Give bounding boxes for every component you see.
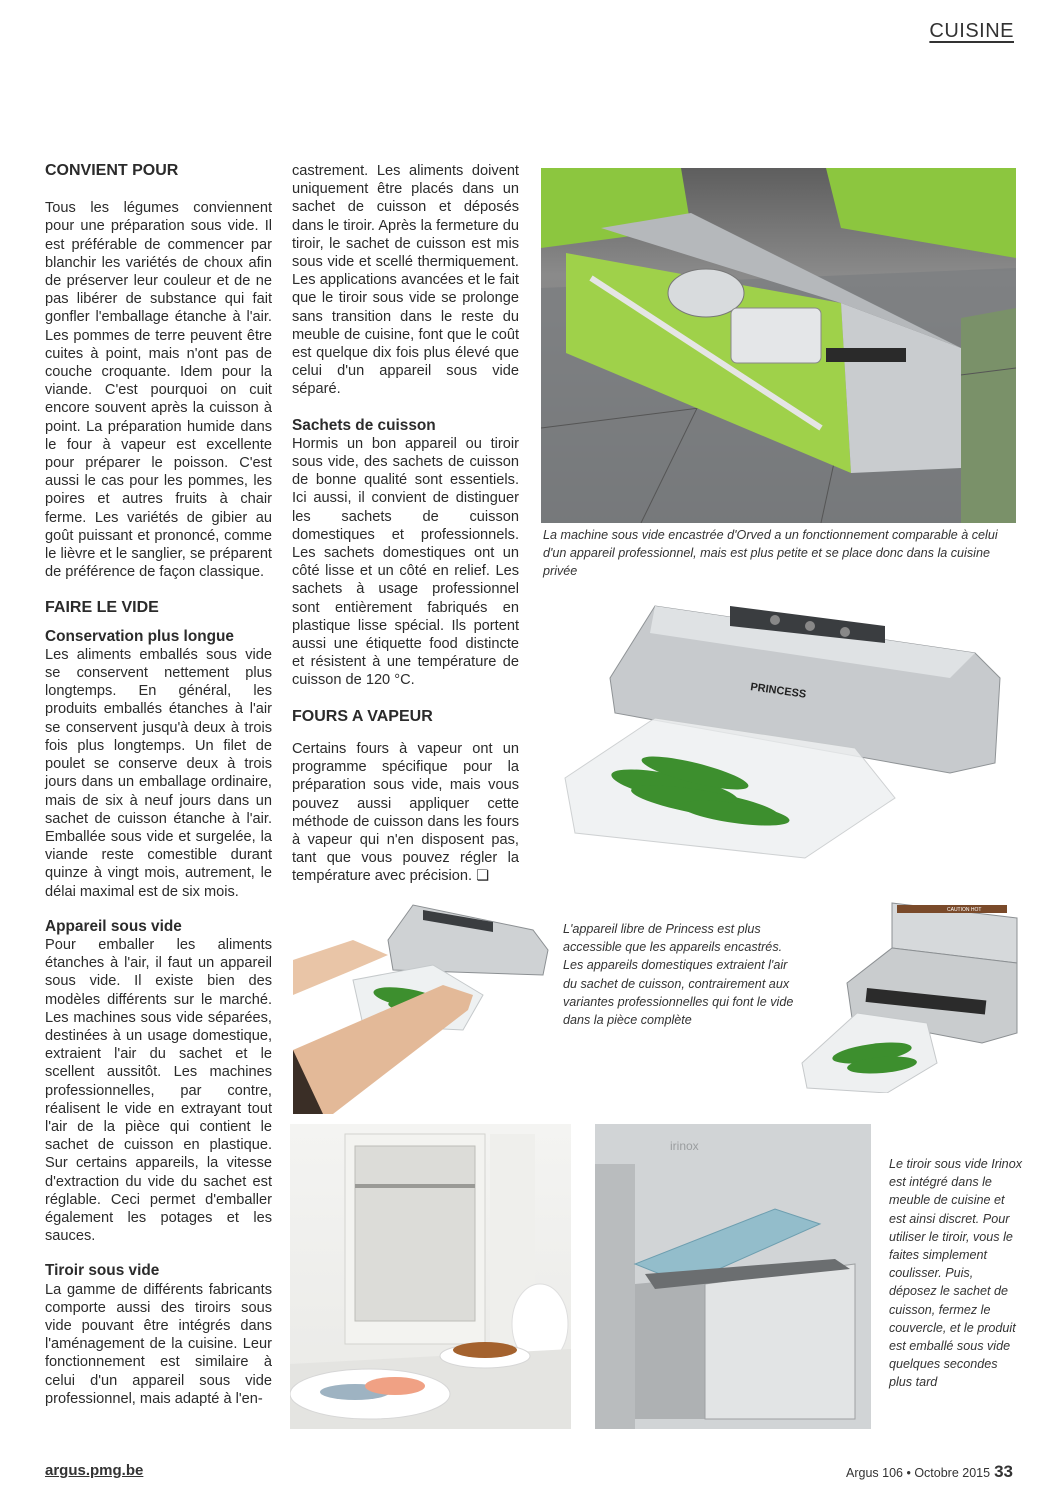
paragraph-appareil: Pour emballer les aliments étanches à l'air, il faut un appareil sous vide. Il existe bien des modèles différents sur le marché. Les machines sous vide séparées, destinées à un usage domestique, extraient l'air du sachet et le scellent aussitôt. Les machines professionnelles, par contre, réalisent le vide en extrayant tout l'air de la pièce qui contient le sachet de cuisson en plastique. Sur certains appareils, la vitesse d'extraction du vide du sachet est réglable. Ceci permet d'emballer également les potages et les sauces. bbox=[45, 936, 272, 1245]
caption-orved: La machine sous vide encastrée d'Orved a un fonctionnement comparable à celui d'un appareil professionnel, mais est plus petite et se place donc dans la cuisine privée bbox=[543, 528, 998, 579]
caption-irinox: Le tiroir sous vide Irinox est intégré dans le meuble de cuisine et est ainsi discret. Pour utiliser le tiroir, vous le faites simplement coulisser. Puis, déposez le sachet de cuisson, fermez le couvercle, et le produit est emballé sous vide quelques secondes plus tard bbox=[889, 1157, 1022, 1390]
heading-fours-a-vapeur: FOURS A VAPEUR bbox=[292, 707, 433, 725]
steam-oven-illustration bbox=[290, 1124, 571, 1429]
paragraph-sachets: Hormis un bon appareil ou tiroir sous vide, des sachets de cuisson de bonne qualité sont essentiels. Ici aussi, il convient de distinguer les sachets de cuisson domestiques et professionnels. Les sachets domestiques ont un côté lisse et un côté en relief. Les sachets à usage professionnel sont entièrement fabriqués en plastique lisse spécial. Ils portent aussi une étiquette food distincte et résistent à une température de cuisson de 120 °C. bbox=[292, 435, 519, 689]
paragraph-conservation: Les aliments emballés sous vide se conservent nettement plus longtemps. En général, les produits emballés étanches à l'air se conservent jusqu'à deux à trois fois plus longtemps. Un filet de poulet se conserve deux à trois jours dans un emballage ordinaire, mais de six à neuf jours dans un sachet de cuisson étanche à l'air. Emballée sous vide et surgelée, la viande reste comestible durant quinze à vingt mois, autrement, le délai maximal est de six mois. bbox=[45, 646, 272, 900]
professional-sealer-illustration bbox=[797, 893, 1019, 1093]
irinox-drawer-illustration bbox=[595, 1124, 871, 1429]
heading-convient-pour: CONVIENT POUR bbox=[45, 162, 179, 179]
subheading-conservation: Conservation plus longue bbox=[45, 627, 234, 645]
heading-faire-le-vide: FAIRE LE VIDE bbox=[45, 599, 159, 617]
issue-label: Argus 106 • Octobre 2015 bbox=[846, 1466, 991, 1480]
caution-label: CAUTION HOT bbox=[947, 907, 982, 913]
orved-drawer-photo bbox=[541, 168, 1016, 523]
page-number: 33 bbox=[994, 1462, 1013, 1481]
text-column-1 bbox=[45, 162, 272, 1408]
paragraph-tiroir: La gamme de différents fabricants comporte aussi des tiroirs sous vide pouvant être intégrés dans l'aménagement de la cuisine. Leur fonctionnement est similaire à celui d'un appareil sous vide professionnel, mais adapté à l'en- bbox=[45, 1281, 272, 1407]
steam-oven-photo bbox=[290, 1124, 571, 1429]
subheading-tiroir: Tiroir sous vide bbox=[45, 1262, 160, 1280]
text-column-2 bbox=[292, 162, 519, 886]
end-mark-icon: ❏ bbox=[476, 868, 490, 885]
orved-drawer-illustration bbox=[541, 168, 1016, 523]
subheading-appareil: Appareil sous vide bbox=[45, 917, 182, 935]
section-label: CUISINE bbox=[929, 20, 1014, 42]
irinox-drawer-photo bbox=[595, 1124, 871, 1429]
subheading-sachets: Sachets de cuisson bbox=[292, 416, 436, 434]
footer-url-link[interactable]: argus.pmg.be bbox=[45, 1462, 144, 1479]
irinox-brand-label: irinox bbox=[670, 1139, 699, 1153]
paragraph-fours: Certains fours à vapeur ont un programme spécifique pour la préparation sous vide, mais vous pouvez aussi appliquer cette méthode de cuisson dans les fours à vapeur qui n'en disposent pas, tant que vous pouvez régler la température avec précision. bbox=[292, 740, 519, 885]
professional-sealer-photo bbox=[797, 893, 1019, 1093]
paragraph-castrement: castrement. Les aliments doivent uniquement être placés dans un sachet de cuisson et déposés dans le tiroir. Après la fermeture du tiroir, le sachet de cuisson est mis sous vide et scellé thermiquement. Les applications avancées et le fait que le tiroir sous vide se prolonge sans transition dans le reste du meuble de cuisine, font que le coût est quelque dix fois plus élevé que celui d'un appareil sous vide séparé. bbox=[292, 163, 519, 398]
footer-issue bbox=[846, 1462, 1013, 1482]
paragraph-convient: Tous les légumes conviennent pour une préparation sous vide. Il est préférable de commencer par blanchir les variétés de choux afin de préserver leur couleur et de ne pas libérer de substance qui fait gonfler l'emballage étanche à l'air. Les pommes de terre peuvent être cuites à point, mais n'ont pas de couche croquante. Idem pour la viande. C'est pourquoi on cuit encore souvent après la cuisson à point. La préparation humide dans le four à vapeur est excellente pour préparer le poisson. C'est aussi le cas pour les pommes, les poires et autres fruits à chair ferme. Les variétés de gibier au goût puissant et prononcé, comme le lièvre et le sanglier, se préparent de préférence de façon classique. bbox=[45, 200, 272, 581]
hands-sealer-photo bbox=[293, 900, 550, 1114]
princess-sealer-photo bbox=[555, 598, 1005, 863]
hands-sealer-illustration bbox=[293, 900, 550, 1114]
princess-brand-label: PRINCESS bbox=[749, 681, 807, 701]
princess-sealer-illustration bbox=[555, 598, 1005, 863]
caption-princess: L'appareil libre de Princess est plus accessible que les appareils encastrés. Les appareils domestiques extraient l'air du sachet de cuisson, contrairement aux variantes professionnelles qui font le vide dans la pièce complète bbox=[563, 922, 794, 1028]
